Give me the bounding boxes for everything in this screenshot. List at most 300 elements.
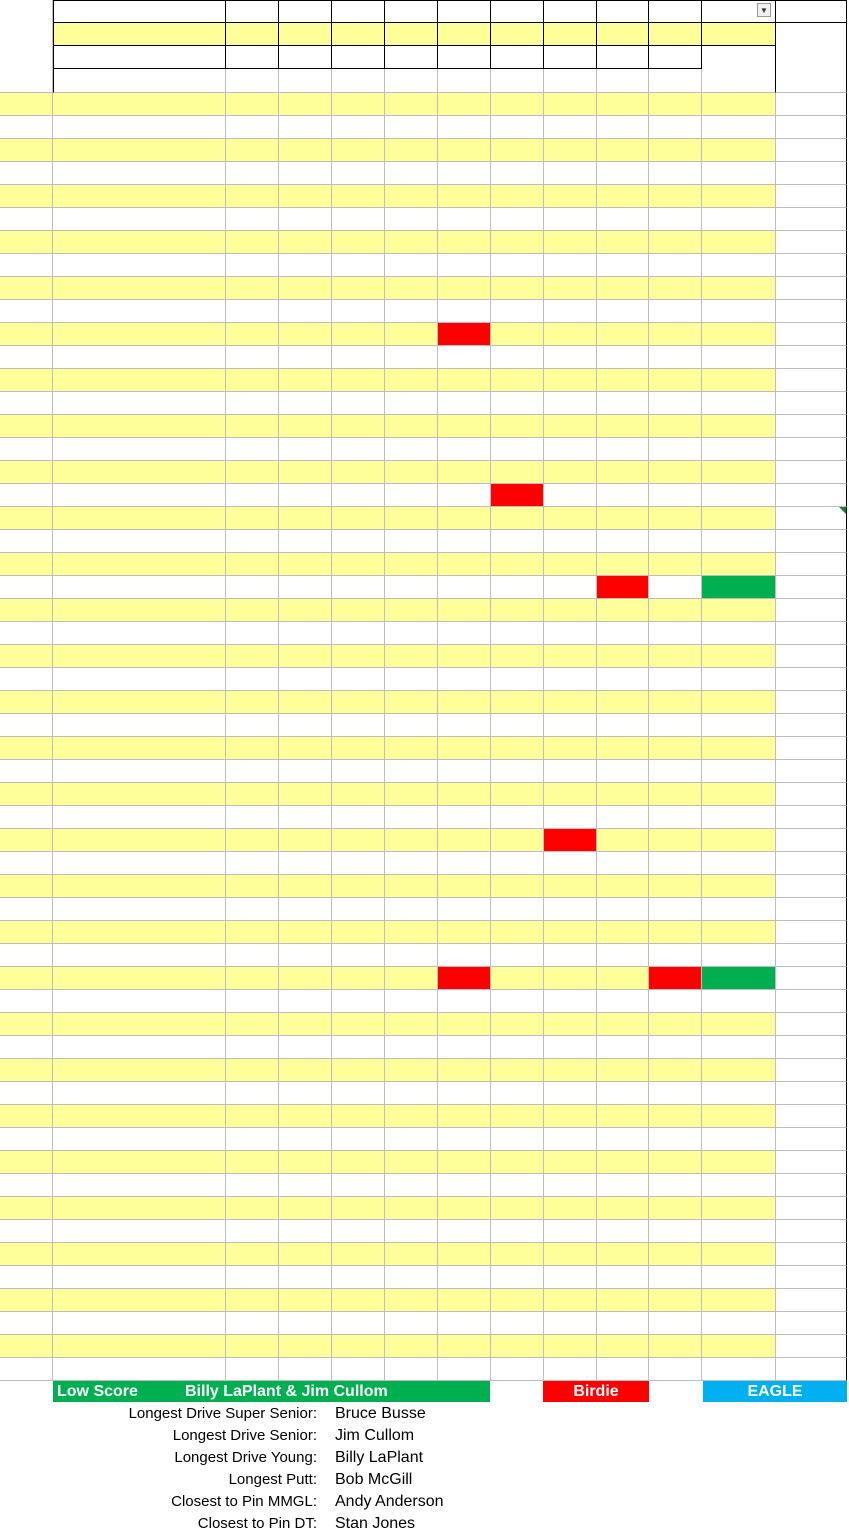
birdie-score xyxy=(544,829,597,852)
row-number xyxy=(0,277,53,300)
hole-score xyxy=(438,599,491,622)
hcp-value xyxy=(776,415,847,438)
hole-score xyxy=(226,691,279,714)
hole-score xyxy=(544,1151,597,1174)
hcp-value xyxy=(776,852,847,875)
row-number xyxy=(0,1289,53,1312)
blank-cell xyxy=(438,69,491,93)
out-total xyxy=(702,484,776,507)
hcp-value xyxy=(776,208,847,231)
birdie-score xyxy=(597,576,649,599)
hole-score xyxy=(544,760,597,783)
hcp-value xyxy=(776,829,847,852)
hole-score xyxy=(491,944,544,967)
hole-score xyxy=(438,852,491,875)
hole-score xyxy=(226,576,279,599)
hole-score xyxy=(332,1197,385,1220)
hole-score xyxy=(332,1243,385,1266)
golfer-name xyxy=(53,208,226,231)
hole-score xyxy=(649,254,702,277)
hole-score xyxy=(332,484,385,507)
golfer-name xyxy=(53,116,226,139)
hole-score xyxy=(544,599,597,622)
hole-score xyxy=(544,553,597,576)
hole-score xyxy=(544,668,597,691)
hole-score xyxy=(279,1151,332,1174)
hole-score xyxy=(597,484,649,507)
hole-score xyxy=(649,1220,702,1243)
hole-score xyxy=(226,277,279,300)
row-number xyxy=(0,415,53,438)
blank-cell xyxy=(0,69,53,93)
hole-score xyxy=(438,1151,491,1174)
hole-score xyxy=(226,139,279,162)
hole-score xyxy=(332,1289,385,1312)
hole-score xyxy=(544,737,597,760)
hole-score xyxy=(649,898,702,921)
hole-score xyxy=(226,1197,279,1220)
hole-score xyxy=(226,254,279,277)
par-hole-1 xyxy=(226,23,279,46)
hole-score xyxy=(332,116,385,139)
hcp-value xyxy=(776,944,847,967)
hole-score xyxy=(226,944,279,967)
hole-number-9 xyxy=(649,0,702,23)
hole-score xyxy=(385,1036,438,1059)
hole-score xyxy=(385,1174,438,1197)
row-number xyxy=(0,829,53,852)
blank-cell xyxy=(649,69,702,93)
out-total xyxy=(702,1036,776,1059)
hole-score xyxy=(597,622,649,645)
hole-score xyxy=(332,921,385,944)
golfer-name xyxy=(53,1105,226,1128)
out-total xyxy=(702,162,776,185)
golfer-name xyxy=(53,1197,226,1220)
hcp-value xyxy=(776,875,847,898)
hole-score xyxy=(597,829,649,852)
row-number xyxy=(0,645,53,668)
hole-score xyxy=(385,691,438,714)
hole-score xyxy=(491,1013,544,1036)
hcp-value xyxy=(776,530,847,553)
hole-score xyxy=(279,323,332,346)
hole-score xyxy=(226,553,279,576)
row-number xyxy=(0,438,53,461)
hole-score xyxy=(544,806,597,829)
hole-score xyxy=(279,783,332,806)
out-header-blank xyxy=(702,46,776,93)
hole-score xyxy=(649,806,702,829)
hole-score xyxy=(649,1082,702,1105)
hole-score xyxy=(438,277,491,300)
hole-score xyxy=(597,1197,649,1220)
golfer-name xyxy=(53,668,226,691)
row-number xyxy=(0,185,53,208)
hole-score xyxy=(279,1289,332,1312)
hole-score xyxy=(438,1105,491,1128)
out-total xyxy=(702,990,776,1013)
hole-score xyxy=(226,1289,279,1312)
hole-score xyxy=(597,1082,649,1105)
hole-score xyxy=(491,1128,544,1151)
hole-score xyxy=(597,162,649,185)
hole-score xyxy=(438,254,491,277)
hole-score xyxy=(597,1105,649,1128)
hole-score xyxy=(544,139,597,162)
golfer-name xyxy=(53,1151,226,1174)
award-label: Closest to Pin DT: xyxy=(197,1515,317,1532)
filter-dropdown-icon[interactable]: ▼ xyxy=(757,3,771,17)
out-total xyxy=(702,139,776,162)
golfer-name xyxy=(53,760,226,783)
hcp-value xyxy=(776,369,847,392)
hole-score xyxy=(597,1151,649,1174)
hole-score xyxy=(332,990,385,1013)
hole-score xyxy=(226,990,279,1013)
row-number xyxy=(0,1059,53,1082)
hole-score xyxy=(649,346,702,369)
hole-score xyxy=(438,116,491,139)
hcp-value xyxy=(776,760,847,783)
hole-score xyxy=(491,990,544,1013)
hole-score xyxy=(544,254,597,277)
hole-score xyxy=(649,507,702,530)
hole-score xyxy=(544,1174,597,1197)
out-total xyxy=(702,300,776,323)
hole-score xyxy=(332,208,385,231)
handicap-hole-6 xyxy=(491,46,544,69)
award-winner: Stan Jones xyxy=(335,1515,416,1532)
hole-score xyxy=(226,1036,279,1059)
out-total xyxy=(702,277,776,300)
hole-score xyxy=(438,691,491,714)
hcp-value xyxy=(776,668,847,691)
hole-score xyxy=(226,369,279,392)
out-total xyxy=(702,1151,776,1174)
hole-score xyxy=(491,369,544,392)
row-number xyxy=(0,875,53,898)
golfer-name xyxy=(53,1082,226,1105)
hole-score xyxy=(491,1082,544,1105)
hole-score xyxy=(649,645,702,668)
hole-score xyxy=(491,1174,544,1197)
hole-score xyxy=(438,185,491,208)
handicap-hole-5 xyxy=(438,46,491,69)
hcp-value xyxy=(776,1266,847,1289)
birdie-legend: Birdie xyxy=(543,1381,649,1402)
row-number xyxy=(0,1082,53,1105)
hole-score xyxy=(279,967,332,990)
hole-score xyxy=(385,346,438,369)
par-hole-4 xyxy=(385,23,438,46)
row-number xyxy=(0,1128,53,1151)
out-total xyxy=(702,921,776,944)
hcp-value xyxy=(776,93,847,116)
hole-score xyxy=(649,1358,702,1381)
hole-score xyxy=(385,369,438,392)
hole-score xyxy=(385,852,438,875)
hole-score xyxy=(279,1358,332,1381)
out-total xyxy=(702,1174,776,1197)
hole-number-4 xyxy=(385,0,438,23)
hole-score xyxy=(332,944,385,967)
hole-score xyxy=(438,530,491,553)
out-total xyxy=(702,231,776,254)
hole-score xyxy=(597,553,649,576)
golfer-name xyxy=(53,714,226,737)
hole-score xyxy=(491,231,544,254)
hcp-value xyxy=(776,1335,847,1358)
hcp-value xyxy=(776,645,847,668)
row-number xyxy=(0,208,53,231)
row-number xyxy=(0,1174,53,1197)
hole-score xyxy=(332,1036,385,1059)
golfer-name xyxy=(53,507,226,530)
hole-score xyxy=(438,760,491,783)
golfer-name xyxy=(53,300,226,323)
hole-score xyxy=(226,1128,279,1151)
hole-score xyxy=(279,1128,332,1151)
row-number xyxy=(0,392,53,415)
award-winner: Andy Anderson xyxy=(335,1493,444,1510)
hole-score xyxy=(279,346,332,369)
out-total xyxy=(702,116,776,139)
hole-score xyxy=(597,1266,649,1289)
row-number xyxy=(0,116,53,139)
hole-score xyxy=(649,461,702,484)
hole-score xyxy=(438,208,491,231)
row-number xyxy=(0,346,53,369)
award-label: Longest Drive Young: xyxy=(174,1449,317,1466)
out-total xyxy=(702,898,776,921)
hole-number-5 xyxy=(438,0,491,23)
row-number xyxy=(0,990,53,1013)
hole-score xyxy=(544,1358,597,1381)
row-number xyxy=(0,300,53,323)
hole-score xyxy=(491,1335,544,1358)
hole-score xyxy=(226,806,279,829)
hole-score xyxy=(226,1151,279,1174)
hole-score xyxy=(649,944,702,967)
hole-score xyxy=(597,990,649,1013)
hole-score xyxy=(544,875,597,898)
hole-score xyxy=(649,1243,702,1266)
golfer-name xyxy=(53,254,226,277)
hole-score xyxy=(597,1174,649,1197)
hole-score xyxy=(226,185,279,208)
hole-score xyxy=(332,231,385,254)
golfer-name xyxy=(53,990,226,1013)
golfer-name xyxy=(53,346,226,369)
hole-score xyxy=(332,254,385,277)
hole-score xyxy=(544,369,597,392)
hole-score xyxy=(491,714,544,737)
golfer-name xyxy=(53,599,226,622)
hole-score xyxy=(649,139,702,162)
hole-score xyxy=(385,944,438,967)
hole-score xyxy=(438,576,491,599)
hole-score xyxy=(226,1358,279,1381)
hole-score xyxy=(332,139,385,162)
hole-score xyxy=(597,1289,649,1312)
hole-score xyxy=(279,1335,332,1358)
hole-score xyxy=(332,760,385,783)
hole-score xyxy=(385,392,438,415)
hole-score xyxy=(491,852,544,875)
hole-score xyxy=(385,967,438,990)
hole-score xyxy=(491,645,544,668)
hole-score xyxy=(597,944,649,967)
hole-score xyxy=(385,1105,438,1128)
hole-score xyxy=(544,921,597,944)
hole-score xyxy=(438,1082,491,1105)
hole-score xyxy=(226,1059,279,1082)
hole-score xyxy=(332,93,385,116)
award-label: Longest Putt: xyxy=(228,1471,317,1488)
row-number xyxy=(0,231,53,254)
hole-score xyxy=(332,829,385,852)
hole-score xyxy=(385,829,438,852)
hole-score xyxy=(649,323,702,346)
hole-score xyxy=(226,1243,279,1266)
row-number xyxy=(0,323,53,346)
hole-score xyxy=(597,507,649,530)
hole-score xyxy=(438,668,491,691)
hole-score xyxy=(597,645,649,668)
hole-score xyxy=(438,645,491,668)
hole-score xyxy=(279,668,332,691)
hcp-value xyxy=(776,1197,847,1220)
row-number xyxy=(0,760,53,783)
hole-score xyxy=(597,1128,649,1151)
hole-score xyxy=(491,599,544,622)
golfer-name xyxy=(53,162,226,185)
hole-score xyxy=(438,231,491,254)
golfer-name xyxy=(53,898,226,921)
hcp-value xyxy=(776,737,847,760)
golfer-name xyxy=(53,1220,226,1243)
hole-score xyxy=(226,875,279,898)
hole-score xyxy=(491,1266,544,1289)
hole-score xyxy=(279,1059,332,1082)
hole-score xyxy=(332,576,385,599)
hole-score xyxy=(385,1013,438,1036)
hole-score xyxy=(649,1036,702,1059)
hole-score xyxy=(385,1151,438,1174)
hole-score xyxy=(544,1312,597,1335)
hole-score xyxy=(649,415,702,438)
out-total xyxy=(702,346,776,369)
hole-score xyxy=(279,921,332,944)
hole-score xyxy=(332,1105,385,1128)
hole-score xyxy=(332,369,385,392)
hole-score xyxy=(491,898,544,921)
hole-score xyxy=(279,553,332,576)
hole-score xyxy=(385,415,438,438)
hcp-value xyxy=(776,1289,847,1312)
hole-score xyxy=(544,1335,597,1358)
hole-score xyxy=(491,576,544,599)
hole-number-7 xyxy=(544,0,597,23)
award-label: Closest to Pin MMGL: xyxy=(171,1493,317,1510)
par-hole-7 xyxy=(544,23,597,46)
golfer-name xyxy=(53,461,226,484)
hole-score xyxy=(332,599,385,622)
hole-score xyxy=(597,1059,649,1082)
low-score-total xyxy=(702,967,776,990)
out-total xyxy=(702,1335,776,1358)
out-total xyxy=(702,461,776,484)
hole-score xyxy=(385,1220,438,1243)
hole-score xyxy=(438,507,491,530)
hole-score xyxy=(597,300,649,323)
hole-score xyxy=(279,645,332,668)
hole-score xyxy=(597,415,649,438)
out-total xyxy=(702,1220,776,1243)
hole-score xyxy=(279,875,332,898)
hole-score xyxy=(649,875,702,898)
golfer-name xyxy=(53,1289,226,1312)
row-number xyxy=(0,507,53,530)
birdie-score xyxy=(491,484,544,507)
handicap-hole-2 xyxy=(279,46,332,69)
hole-score xyxy=(226,783,279,806)
hole-score xyxy=(491,1243,544,1266)
hole-score xyxy=(385,254,438,277)
blank-cell xyxy=(544,69,597,93)
hcp-value xyxy=(776,300,847,323)
hole-score xyxy=(438,415,491,438)
golfer-name xyxy=(53,139,226,162)
hole-score xyxy=(226,714,279,737)
hole-score xyxy=(438,139,491,162)
hole-score xyxy=(491,392,544,415)
row-number xyxy=(0,254,53,277)
golfer-name xyxy=(53,1059,226,1082)
hole-score xyxy=(279,116,332,139)
golfer-name xyxy=(53,484,226,507)
hole-score xyxy=(649,829,702,852)
golfer-name xyxy=(53,369,226,392)
hole-score xyxy=(491,415,544,438)
hole-score xyxy=(597,323,649,346)
out-total xyxy=(702,507,776,530)
hole-score xyxy=(649,691,702,714)
hcp-value xyxy=(776,185,847,208)
hole-score xyxy=(491,829,544,852)
hole-score xyxy=(332,530,385,553)
hole-score xyxy=(332,1151,385,1174)
hole-score xyxy=(279,806,332,829)
out-total xyxy=(702,737,776,760)
hole-score xyxy=(597,1335,649,1358)
hole-score xyxy=(649,760,702,783)
hole-score xyxy=(385,300,438,323)
hole-score xyxy=(649,1105,702,1128)
row-number xyxy=(0,162,53,185)
hole-score xyxy=(491,668,544,691)
hole-score xyxy=(649,1266,702,1289)
hole-score xyxy=(279,691,332,714)
hole-score xyxy=(491,553,544,576)
hole-score xyxy=(544,622,597,645)
hole-score xyxy=(332,1358,385,1381)
hcp-value xyxy=(776,622,847,645)
low-score-label: Low Score xyxy=(57,1383,138,1400)
row-number xyxy=(0,691,53,714)
hole-score xyxy=(491,208,544,231)
